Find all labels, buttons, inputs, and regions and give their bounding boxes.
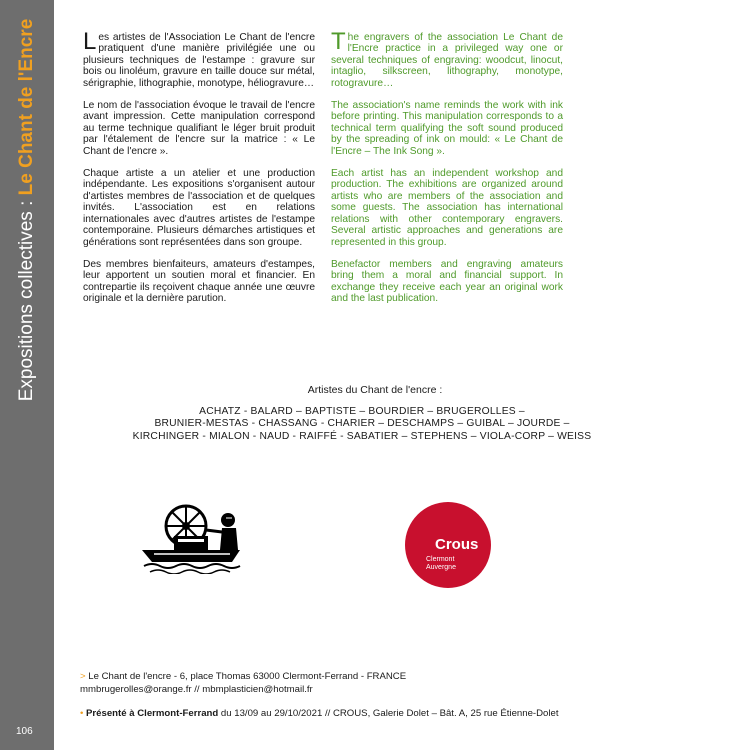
page-number: 106 xyxy=(16,726,33,737)
sidebar-title-prefix: Expositions collectives : xyxy=(16,195,37,402)
english-column xyxy=(331,28,563,316)
crous-line-1: Clermont xyxy=(426,556,455,563)
english-paragraph-2: The association's name reminds the work with ink before printing. This manipulation corresponds to a technical term qualifying the soft sound produced by the spreading of ink on mould: « Le Chant de l'Encre – The Ink Song ». xyxy=(331,100,563,157)
engraver-press-logo-icon xyxy=(140,502,250,574)
english-paragraph-4: Benefactor members and engraving amateurs bring them a moral and financial support. In exchange they receive each year an original work and the last publication. xyxy=(331,258,563,305)
sidebar-title-accent: Le Chant de l'Encre xyxy=(16,18,37,196)
footer-address-text: Le Chant de l'encre - 6, place Thomas 63000 Clermont-Ferrand - FRANCE xyxy=(88,671,407,682)
footer-presented-label: Présenté à Clermont-Ferrand xyxy=(86,708,219,719)
english-paragraph-1 xyxy=(331,28,563,89)
footer-emails: mmbrugerolles@orange.fr // mbmplasticien@hotmail.fr xyxy=(80,684,313,695)
crous-line-2: Auvergne xyxy=(426,564,456,571)
sidebar xyxy=(0,0,54,750)
french-p1-text: es artistes de l'Association Le Chant de l'encre pratiquent d'une manière privilégiée une ou plusieurs techniques de l'estampe : gravure sur bois ou linoléum, gravure en taille douce sur métal, sérigraphie, lithographie, monotype, héliogravure… xyxy=(83,32,315,89)
crous-logo xyxy=(405,502,491,588)
french-paragraph-1 xyxy=(83,28,315,89)
english-p1-text: he engravers of the association Le Chant de l'Encre practice in a privileged way one or several techniques of engraving: woodcut, linocut, intaglio, silkscreen, lithography, monotype, rotogravure… xyxy=(331,32,563,89)
french-paragraph-2: Le nom de l'association évoque le travail de l'encre avant impression. Cette manipulation correspond au terme technique qualifiant le léger bruit produit par l'étalement de l'encre sur la matrice : « Le Chant de l'encre ». xyxy=(83,100,315,157)
french-column xyxy=(83,28,315,316)
sidebar-title xyxy=(16,19,38,402)
french-dropcap: L xyxy=(83,28,97,55)
artists-list xyxy=(82,406,642,443)
artists-line-3: KIRCHINGER - MIALON - NAUD - RAIFFÉ - SABATIER – STEPHENS – VIOLA-CORP – WEISS xyxy=(132,430,592,442)
french-paragraph-4: Des membres bienfaiteurs, amateurs d'estampes, leur apportent un soutien moral et financier. En contrepartie ils reçoivent chaque année une œuvre originale et la dernière parution. xyxy=(83,258,315,305)
footer-presented-details: du 13/09 au 29/10/2021 // CROUS, Galerie Dolet – Bât. A, 25 rue Étienne-Dolet xyxy=(218,708,559,719)
french-paragraph-3: Chaque artiste a un atelier et une production indépendante. Les expositions s'organisent autour d'artistes membres de l'association et de quelques invités. L'association est en relations internationales avec d'autres artistes de l'estampe contemporaine. Plusieurs démarches artistiques et générations sont représentées dans son groupe. xyxy=(83,168,315,248)
artists-line-1: ACHATZ - BALARD – BAPTISTE – BOURDIER – BRUGEROLLES – xyxy=(199,406,525,417)
artists-line-2: BRUNIER-MESTAS - CHASSANG - CHARIER – DESCHAMPS – GUIBAL – JOURDE – xyxy=(154,418,570,430)
footer-bullet-icon: • xyxy=(80,708,84,719)
artists-heading: Artistes du Chant de l'encre : xyxy=(307,384,443,396)
english-dropcap: T xyxy=(331,28,346,55)
footer-presented xyxy=(80,708,559,719)
crous-name: Crous xyxy=(435,536,479,553)
english-paragraph-3: Each artist has an independent workshop and production. The exhibitions are organized around artists who are members of the association and some guests. The association has international relations with other contemporary engravers. Several artistic approaches and generations are represented in this group. xyxy=(331,168,563,248)
footer-arrow-icon: > xyxy=(80,671,86,682)
footer-address xyxy=(80,671,406,682)
